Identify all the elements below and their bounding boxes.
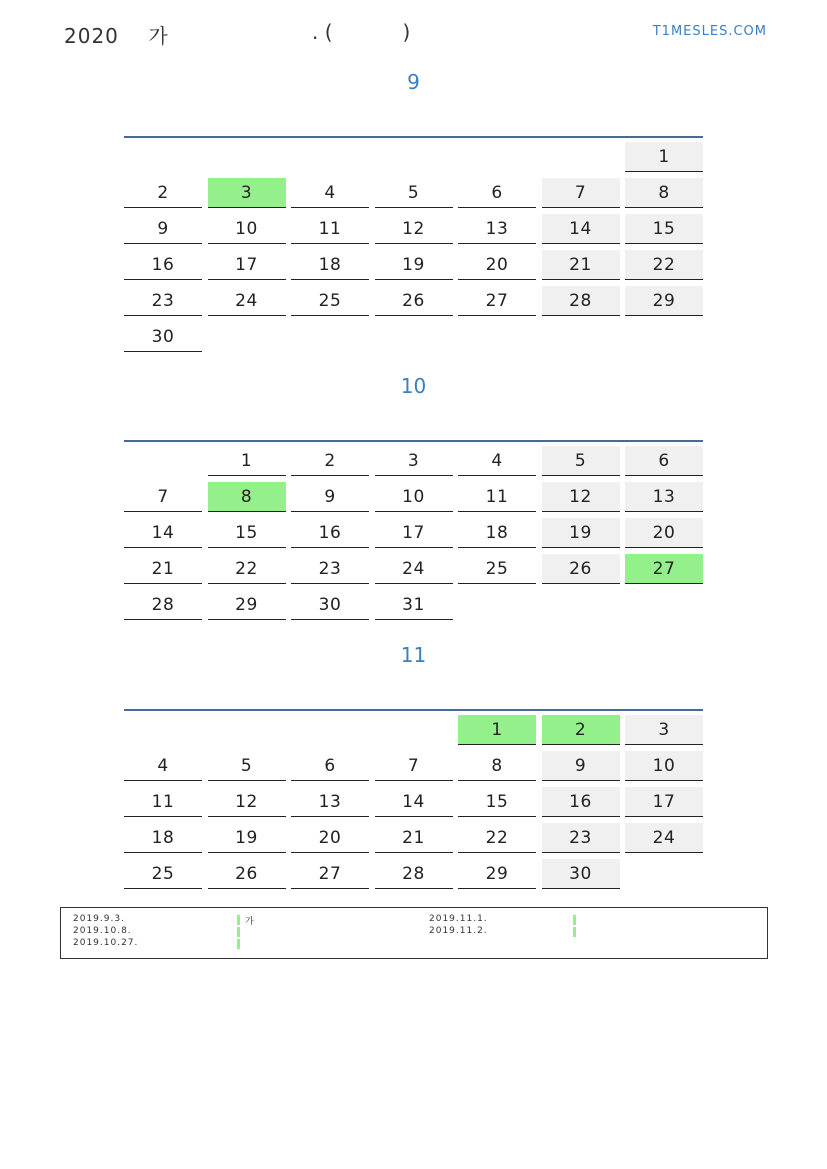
legend-holiday-name: 가 [245,917,254,927]
day-cell[interactable]: 26 [208,859,286,889]
holiday-legend [60,907,768,959]
day-cell[interactable]: 3 [375,446,453,476]
day-cell[interactable]: 28 [375,859,453,889]
day-cell[interactable]: 19 [375,250,453,280]
holiday-day-cell[interactable]: 2 [542,715,620,745]
day-cell[interactable]: 24 [625,823,703,853]
day-cell[interactable]: 29 [208,590,286,620]
day-cell[interactable]: 23 [291,554,369,584]
day-cell[interactable]: 25 [291,286,369,316]
day-cell[interactable]: 19 [542,518,620,548]
day-cell[interactable]: 20 [458,250,536,280]
day-cell[interactable]: 25 [124,859,202,889]
page-title: 2020 가 [64,24,169,48]
day-cell[interactable]: 16 [124,250,202,280]
day-cell[interactable]: 20 [625,518,703,548]
holiday-day-cell[interactable]: 3 [208,178,286,208]
day-cell[interactable]: 1 [208,446,286,476]
day-cell[interactable]: 21 [542,250,620,280]
day-cell[interactable]: 18 [458,518,536,548]
day-cell[interactable]: 14 [124,518,202,548]
day-cell[interactable]: 26 [542,554,620,584]
day-cell[interactable]: 2 [291,446,369,476]
day-cell[interactable]: 9 [542,751,620,781]
day-cell[interactable]: 13 [625,482,703,512]
day-cell[interactable]: 4 [124,751,202,781]
month-rule [124,709,703,711]
legend-color-swatch [237,927,240,937]
day-cell[interactable]: 23 [542,823,620,853]
day-cell[interactable]: 27 [458,286,536,316]
day-cell[interactable]: 15 [208,518,286,548]
legend-date: 2019.10.8. [73,926,132,936]
holiday-day-cell[interactable]: 27 [625,554,703,584]
legend-date: 2019.11.2. [429,926,488,936]
day-cell[interactable]: 11 [291,214,369,244]
day-cell[interactable]: 19 [208,823,286,853]
day-cell[interactable]: 10 [208,214,286,244]
day-cell[interactable]: 22 [625,250,703,280]
day-cell[interactable]: 26 [375,286,453,316]
day-cell[interactable]: 23 [124,286,202,316]
day-cell[interactable]: 10 [375,482,453,512]
day-cell[interactable]: 24 [375,554,453,584]
day-cell[interactable]: 6 [291,751,369,781]
day-cell[interactable]: 22 [208,554,286,584]
site-link[interactable]: T1MESLES.COM [652,24,767,39]
day-cell[interactable]: 6 [458,178,536,208]
day-cell[interactable]: 17 [375,518,453,548]
day-cell[interactable]: 30 [542,859,620,889]
day-cell[interactable]: 6 [625,446,703,476]
day-cell[interactable]: 7 [124,482,202,512]
day-cell[interactable]: 20 [291,823,369,853]
day-cell[interactable]: 12 [375,214,453,244]
holiday-day-cell[interactable]: 8 [208,482,286,512]
day-cell[interactable]: 18 [124,823,202,853]
day-cell[interactable]: 9 [291,482,369,512]
day-cell[interactable]: 3 [625,715,703,745]
month-rule [124,136,703,138]
day-cell[interactable]: 10 [625,751,703,781]
day-cell[interactable]: 8 [458,751,536,781]
day-cell[interactable]: 7 [375,751,453,781]
day-cell[interactable]: 4 [458,446,536,476]
day-cell[interactable]: 13 [291,787,369,817]
day-cell[interactable]: 12 [208,787,286,817]
month-title: 10 [400,374,427,398]
day-cell[interactable]: 28 [124,590,202,620]
month-title: 11 [400,643,427,667]
day-cell[interactable]: 7 [542,178,620,208]
day-cell[interactable]: 30 [291,590,369,620]
legend-color-swatch [573,915,576,925]
day-cell[interactable]: 8 [625,178,703,208]
legend-date: 2019.10.27. [73,938,139,948]
day-cell[interactable]: 21 [375,823,453,853]
legend-date: 2019.11.1. [429,914,488,924]
legend-color-swatch [573,927,576,937]
day-cell[interactable]: 14 [542,214,620,244]
day-cell[interactable]: 18 [291,250,369,280]
day-cell[interactable]: 22 [458,823,536,853]
day-cell[interactable]: 11 [124,787,202,817]
month-rule [124,440,703,442]
day-cell[interactable]: 4 [291,178,369,208]
day-cell[interactable]: 29 [458,859,536,889]
day-cell[interactable]: 17 [625,787,703,817]
legend-color-swatch [237,939,240,949]
day-cell[interactable]: 5 [375,178,453,208]
legend-date: 2019.9.3. [73,914,125,924]
day-cell[interactable]: 21 [124,554,202,584]
day-cell[interactable]: 15 [458,787,536,817]
day-cell[interactable]: 28 [542,286,620,316]
day-cell[interactable]: 17 [208,250,286,280]
day-cell[interactable]: 31 [375,590,453,620]
day-cell[interactable]: 29 [625,286,703,316]
day-cell[interactable]: 15 [625,214,703,244]
holiday-day-cell[interactable]: 1 [458,715,536,745]
page-subtitle: . ( ) [312,20,411,44]
day-cell[interactable]: 16 [542,787,620,817]
day-cell[interactable]: 30 [124,322,202,352]
day-cell[interactable]: 2 [124,178,202,208]
day-cell[interactable]: 1 [625,142,703,172]
day-cell[interactable]: 16 [291,518,369,548]
day-cell[interactable]: 5 [208,751,286,781]
legend-color-swatch [237,915,240,925]
day-cell[interactable]: 14 [375,787,453,817]
month-title: 9 [407,70,420,94]
page-header [64,18,767,48]
day-cell[interactable]: 12 [542,482,620,512]
day-cell[interactable]: 13 [458,214,536,244]
day-cell[interactable]: 11 [458,482,536,512]
day-cell[interactable]: 9 [124,214,202,244]
day-cell[interactable]: 5 [542,446,620,476]
day-cell[interactable]: 25 [458,554,536,584]
day-cell[interactable]: 24 [208,286,286,316]
day-cell[interactable]: 27 [291,859,369,889]
